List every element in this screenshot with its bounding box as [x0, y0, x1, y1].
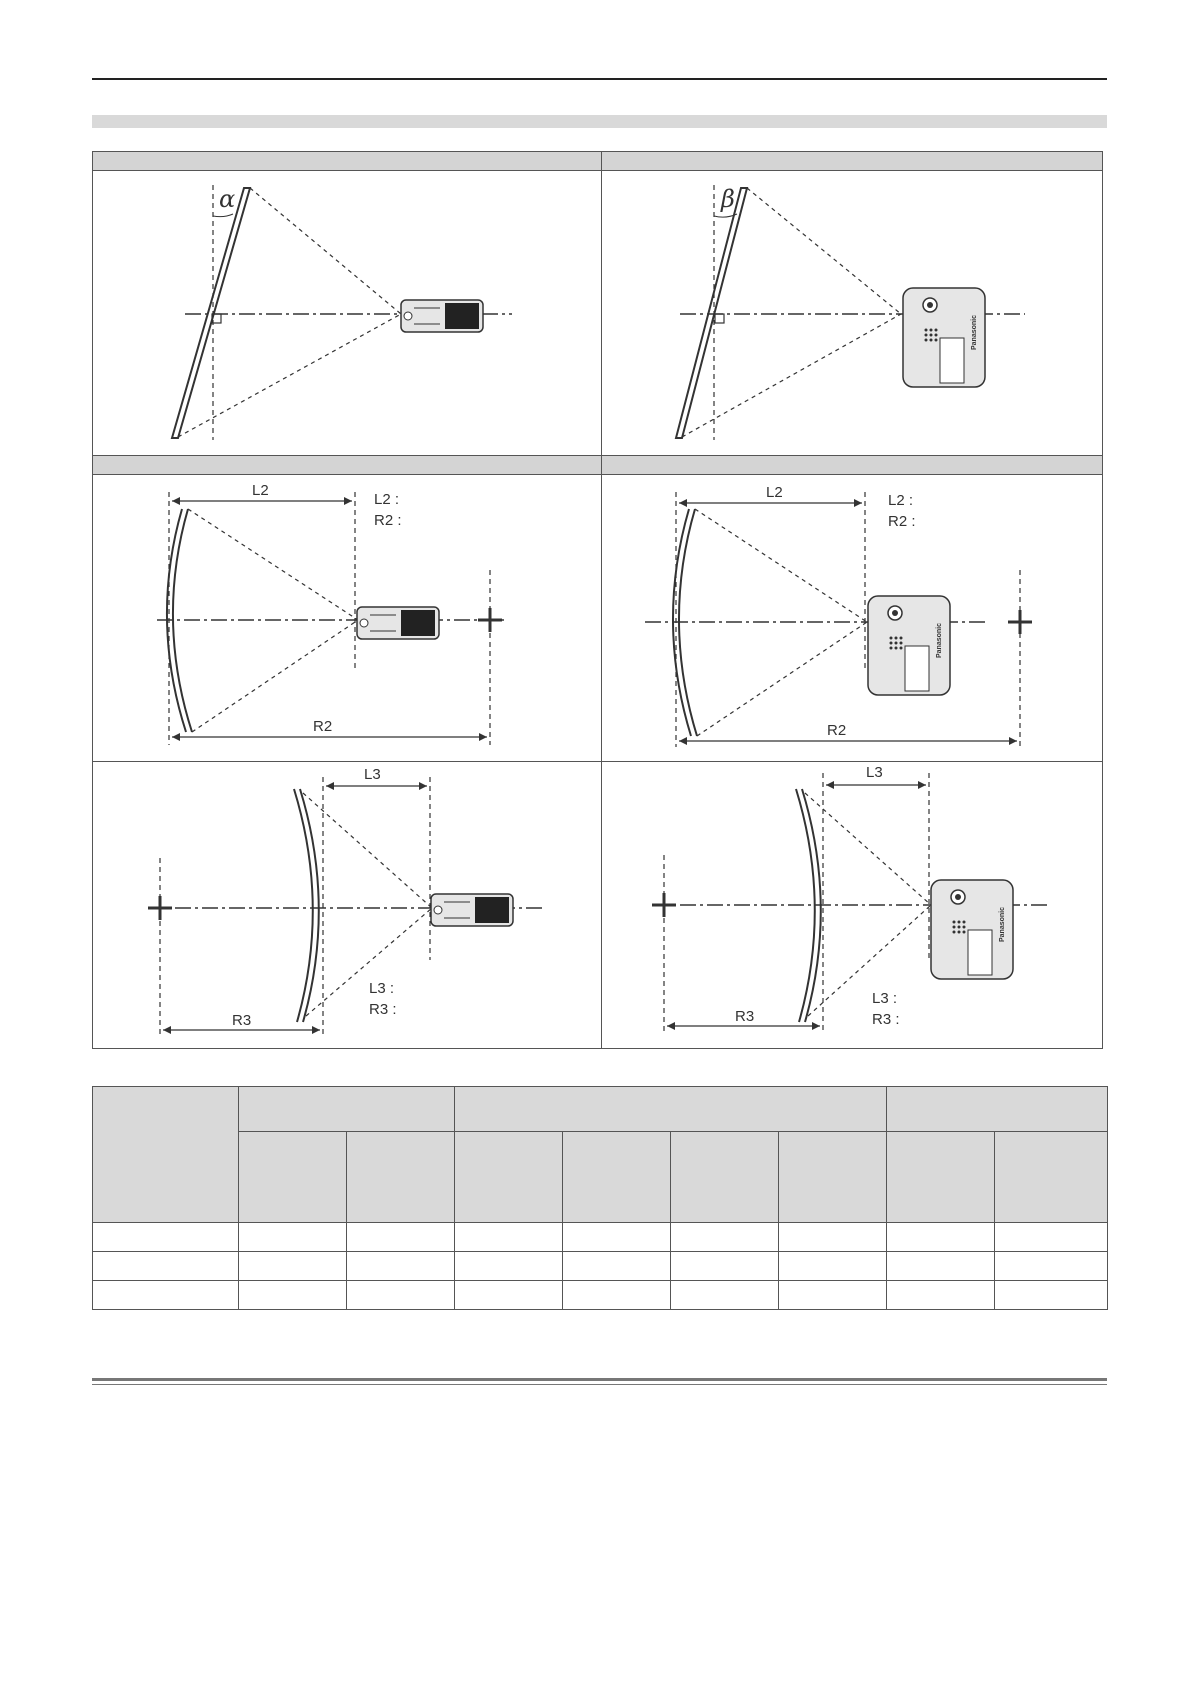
projector-side-view-3: [931, 880, 1013, 979]
table-header-group-2: [455, 1087, 887, 1132]
r2-key: R2 :: [374, 512, 402, 529]
l2-dimension-label-side: L2: [766, 484, 783, 501]
footer-rule-thin: [92, 1384, 1107, 1385]
alpha-label: α: [219, 185, 236, 213]
l3-dimension-label: L3: [364, 766, 381, 783]
svg-text:Panasonic: Panasonic: [971, 314, 978, 350]
r2-dimension-label: R2: [313, 718, 333, 735]
table-row: [93, 1252, 1108, 1281]
l3-key-side: L3 :: [872, 990, 898, 1007]
l2-key-side: L2 :: [888, 492, 914, 509]
spec-table: [92, 1086, 1108, 1310]
r2-dimension-label-side: R2: [827, 722, 847, 739]
table-header-model: [93, 1087, 239, 1223]
svg-text:Panasonic: Panasonic: [999, 906, 1006, 942]
l2-key: L2 :: [374, 491, 400, 508]
beta-label: β: [721, 185, 735, 213]
r3-key-side: R3 :: [872, 1011, 900, 1028]
table-header-group-1: [239, 1087, 455, 1132]
svg-text:Panasonic: Panasonic: [936, 622, 943, 658]
l3-key: L3 :: [369, 980, 395, 997]
l2-dimension-label: L2: [252, 482, 269, 499]
r2-key-side: R2 :: [888, 513, 916, 530]
table-row: [93, 1223, 1108, 1252]
r3-dimension-label: R3: [232, 1012, 252, 1029]
r3-dimension-label-side: R3: [735, 1008, 755, 1025]
l3-dimension-label-side: L3: [866, 764, 883, 781]
footer-rule: [92, 1378, 1107, 1381]
table-row: [93, 1281, 1108, 1310]
r3-key: R3 :: [369, 1001, 397, 1018]
table-header-group-3: [887, 1087, 1108, 1132]
